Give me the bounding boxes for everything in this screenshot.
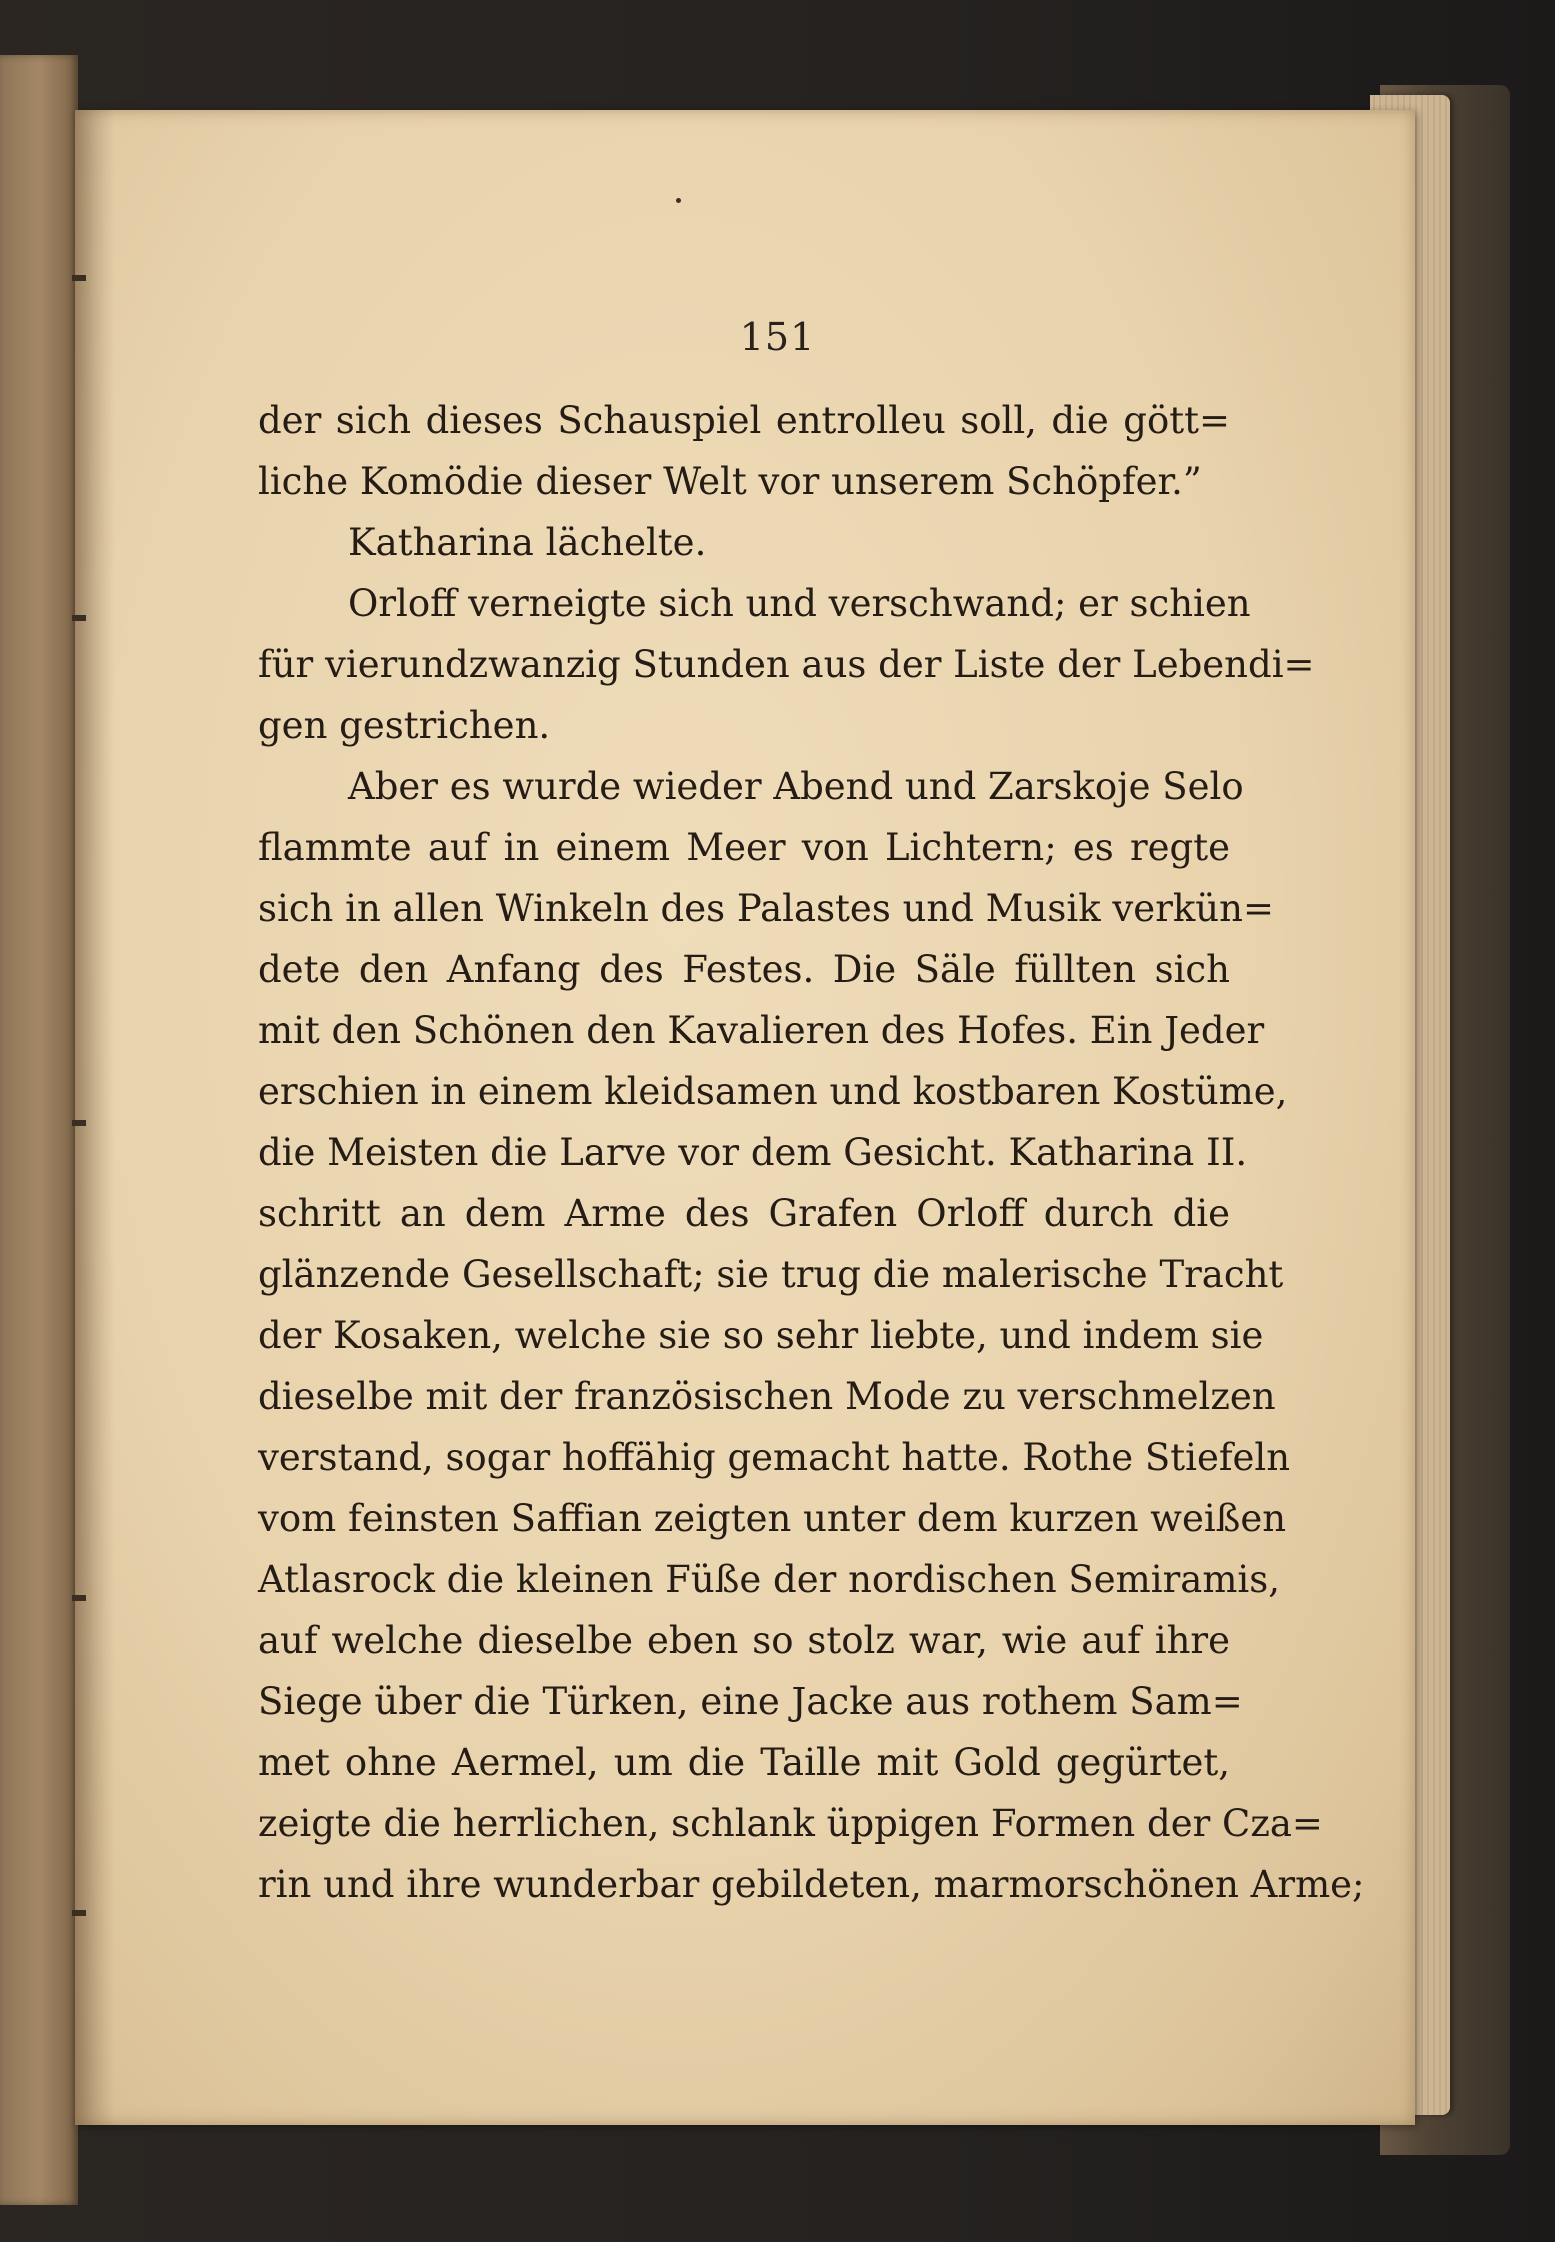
text-line: für vierundzwanzig Stunden aus der Liste der Lebendi=	[258, 643, 1315, 686]
text-line: vom feinsten Saffian zeigten unter dem kurzen weißen	[258, 1497, 1287, 1540]
text-line: rin und ihre wunderbar gebildeten, marmorschönen Arme;	[258, 1863, 1365, 1906]
binding-mark	[72, 615, 86, 621]
text-line: schritt an dem Arme des Grafen Orloff durch die	[258, 1192, 1230, 1235]
text-line: verstand, sogar hoffähig gemacht hatte. Rothe Stiefeln	[258, 1436, 1291, 1479]
binding-mark	[72, 1120, 86, 1126]
text-line: zeigte die herrlichen, schlank üppigen Formen der Cza=	[258, 1802, 1323, 1845]
text-line: dete den Anfang des Festes. Die Säle füllten sich	[258, 948, 1230, 991]
text-line: Katharina lächelte.	[348, 521, 707, 564]
text-line: die Meisten die Larve vor dem Gesicht. Katharina II.	[258, 1131, 1248, 1174]
text-line: sich in allen Winkeln des Palastes und Musik verkün=	[258, 887, 1274, 930]
text-line: Atlasrock die kleinen Füße der nordischen Semiramis,	[258, 1558, 1280, 1601]
text-line: Siege über die Türken, eine Jacke aus rothem Sam=	[258, 1680, 1243, 1723]
text-line: erschien in einem kleidsamen und kostbaren Kostüme,	[258, 1070, 1288, 1113]
text-line: Orloff verneigte sich und verschwand; er schien	[348, 582, 1251, 625]
text-line: auf welche dieselbe eben so stolz war, wie auf ihre	[258, 1619, 1230, 1662]
ink-speck	[676, 198, 681, 203]
text-line: der sich dieses Schauspiel entrolleu soll, die gött=	[258, 399, 1230, 442]
spine-shadow	[75, 110, 115, 2125]
text-line: gen gestrichen.	[258, 704, 551, 747]
page-number: 151	[739, 315, 816, 359]
text-line: dieselbe mit der französischen Mode zu verschmelzen	[258, 1375, 1276, 1418]
text-line: Aber es wurde wieder Abend und Zarskoje Selo	[348, 765, 1244, 808]
binding-mark	[72, 1910, 86, 1916]
text-line: glänzende Gesellschaft; sie trug die malerische Tracht	[258, 1253, 1284, 1296]
text-line: met ohne Aermel, um die Taille mit Gold gegürtet,	[258, 1741, 1230, 1784]
text-line: flammte auf in einem Meer von Lichtern; es regte	[258, 826, 1230, 869]
binding-mark	[72, 1595, 86, 1601]
text-line: liche Komödie dieser Welt vor unserem Schöpfer.”	[258, 460, 1202, 503]
book-cover-left	[0, 55, 78, 2205]
text-line: der Kosaken, welche sie so sehr liebte, und indem sie	[258, 1314, 1264, 1357]
body-text	[258, 390, 1365, 1915]
text-line: mit den Schönen den Kavalieren des Hofes. Ein Jeder	[258, 1009, 1265, 1052]
binding-mark	[72, 275, 86, 281]
